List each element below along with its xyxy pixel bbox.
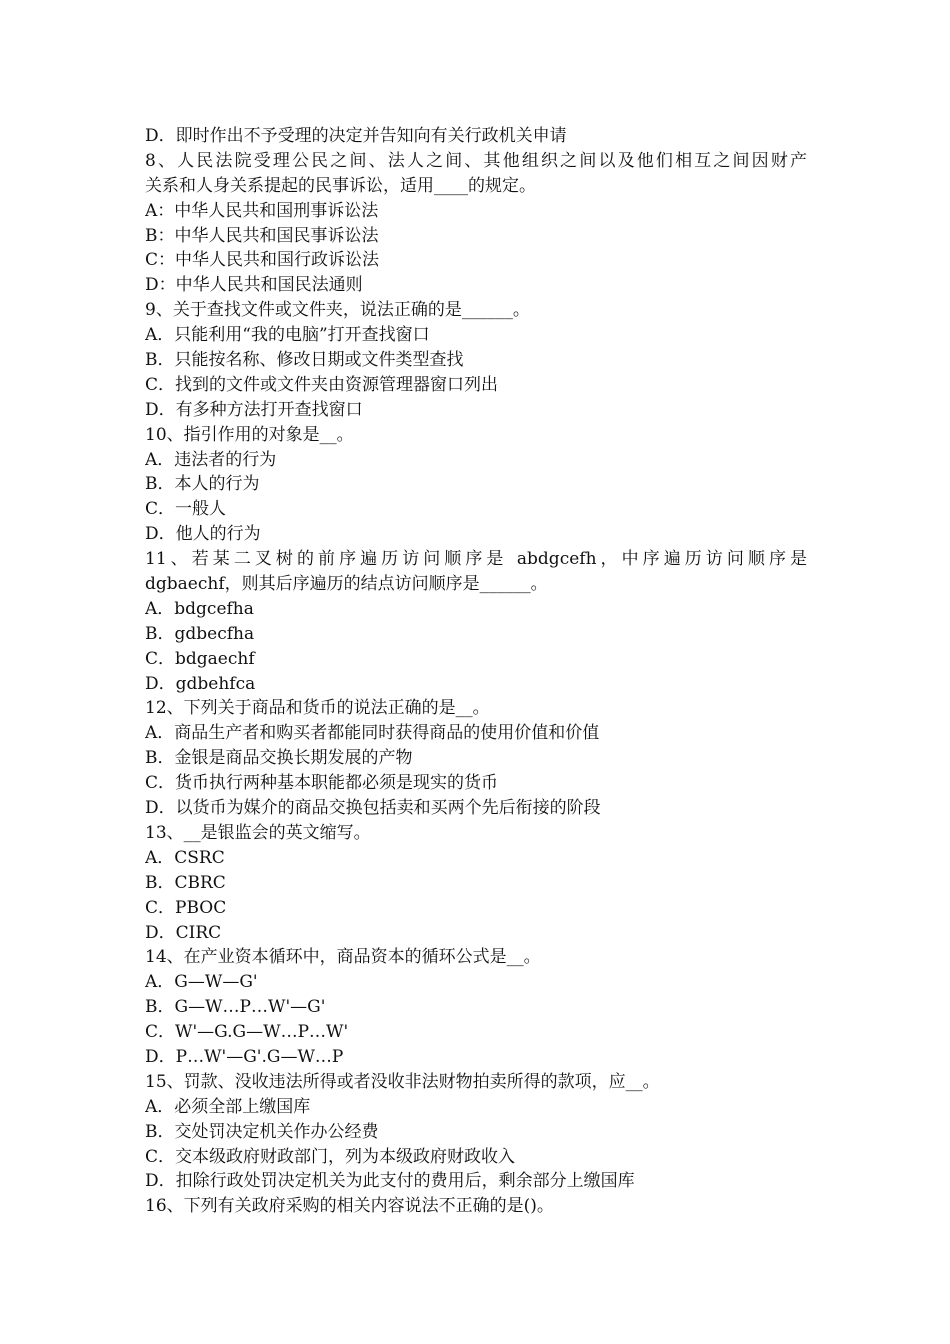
text-line: dgbaechf，则其后序遍历的结点访问顺序是______。 [145,574,548,595]
text-line: B．CBRC [145,872,226,893]
text-line: A．只能利用“我的电脑”打开查找窗口 [145,325,430,346]
document-body [145,124,807,1219]
text-line: A．必须全部上缴国库 [145,1096,311,1117]
text-line: 16、下列有关政府采购的相关内容说法不正确的是()。 [145,1196,554,1217]
text-line: A．商品生产者和购买者都能同时获得商品的使用价值和价值 [145,723,600,744]
text-line: 15、罚款、没收违法所得或者没收非法财物拍卖所得的款项，应__。 [145,1071,660,1092]
text-line: A．G—W—G' [145,972,258,993]
text-line: B．金银是商品交换长期发展的产物 [145,748,413,769]
text-line: D．即时作出不予受理的决定并告知向有关行政机关申请 [145,126,567,146]
text-line: C．找到的文件或文件夹由资源管理器窗口列出 [145,374,499,395]
text-line: D：中华人民共和国民法通则 [145,275,363,296]
text-line: 13、__是银监会的英文缩写。 [145,822,371,843]
text-line: C．bdgaechf [145,648,255,669]
text-line: 11、若某二叉树的前序遍历访问顺序是 abdgcefh，中序遍历访问顺序是 [145,549,807,570]
text-line: B．G—W…P…W'—G' [145,997,326,1018]
text-line: 8、人民法院受理公民之间、法人之间、其他组织之间以及他们相互之间因财产 [145,150,807,171]
text-line: D．有多种方法打开查找窗口 [145,399,363,420]
text-line: A．CSRC [145,847,225,868]
text-line: 关系和人身关系提起的民事诉讼，适用____的规定。 [145,175,536,196]
text-line: D．以货币为媒介的商品交换包括卖和买两个先后衔接的阶段 [145,798,601,819]
text-line: 10、指引作用的对象是__。 [145,424,354,445]
text-line: B．gdbecfha [145,623,255,644]
text-line: C：中华人民共和国行政诉讼法 [145,250,380,271]
text-line: B．只能按名称、修改日期或文件类型查找 [145,350,464,371]
text-line: B：中华人民共和国民事诉讼法 [145,225,379,246]
text-line: D．P…W'—G'.G—W…P [145,1046,344,1067]
text-line: 9、关于查找文件或文件夹，说法正确的是______。 [145,300,530,321]
text-line: A：中华人民共和国刑事诉讼法 [145,200,379,221]
text-line: C．一般人 [145,499,227,520]
text-line: B．交处罚决定机关作办公经费 [145,1121,379,1142]
text-line: A．bdgcefha [145,598,254,619]
text-line: C．货币执行两种基本职能都必须是现实的货币 [145,773,499,794]
text-line: A．违法者的行为 [145,449,277,470]
text-line: D．扣除行政处罚决定机关为此支付的费用后，剩余部分上缴国库 [145,1171,635,1192]
text-line: D．gdbehfca [145,673,256,694]
text-line: D．他人的行为 [145,524,261,545]
text-line: C．W'—G.G—W…P…W' [145,1022,349,1043]
text-line: C．交本级政府财政部门，列为本级政府财政收入 [145,1146,516,1167]
text-line: B．本人的行为 [145,474,260,495]
text-line: C．PBOC [145,897,227,918]
text-line: 12、下列关于商品和货币的说法正确的是__。 [145,698,490,719]
text-line: D．CIRC [145,922,222,943]
text-line: 14、在产业资本循环中，商品资本的循环公式是__。 [145,947,541,968]
